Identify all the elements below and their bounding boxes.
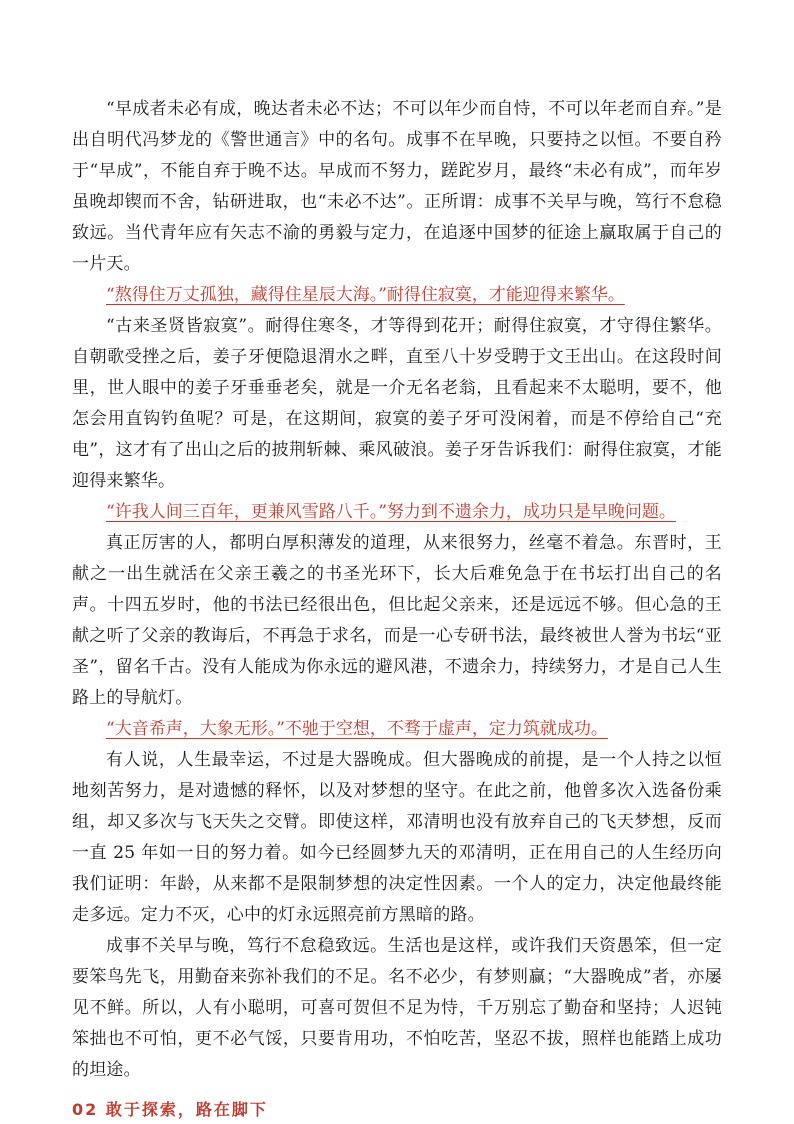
body-paragraph-2: “古来圣贤皆寂寞”。耐得住寒冬，才等得到花开；耐得住寂寞，才守得住繁华。自朝歌受挫之后，姜子牙便隐退渭水之畔，直至八十岁受聘于文王出山。在这段时间里，世人眼中的姜子牙垂垂老矣，就是一介无名老翁，且看起来不太聪明，要不，他怎会用直钩钓鱼呢？可是，在这期间，寂寞的姜子牙可没闲着，而是不停给自己“充电”，这才有了出山之后的披荆斩棘、乘风破浪。姜子牙告诉我们：耐得住寂寞，才能迎得来繁华。 bbox=[72, 316, 722, 491]
body-paragraph-3: 真正厉害的人，都明白厚积薄发的道理，从来很努力，丝毫不着急。东晋时，王献之一出生就活在父亲王羲之的书圣光环下，长大后难免急于在书坛打出自己的名声。十四五岁时，他的书法已经很出色，但比起父亲来，还是远远不够。但心急的王献之听了父亲的教诲后，不再急于求名，而是一心专研书法，最终被世人誉为书坛“亚圣”，留名千古。没有人能成为你永远的避风港，不遗余力，持续努力，才是自己人生路上的导航灯。 bbox=[72, 533, 722, 708]
section-heading: 02 敢于探索，路在脚下 bbox=[72, 1100, 268, 1119]
body-paragraph-1: “早成者未必有成，晚达者未必不达；不可以年少而自恃，不可以年老而自弃。”是出自明代冯梦龙的《警世通言》中的名句。成事不在早晚，只要持之以恒。不要自矜于“早成”，不能自弃于晚不达。早成而不努力，蹉跎岁月，最终“未必有成”，而年岁虽晚却锲而不舍，钻研进取，也“未必不达”。正所谓：成事不关早与晚，笃行不怠稳致远。当代青年应有矢志不渝的勇毅与定力，在追逐中国梦的征途上赢取属于自己的一片天。 bbox=[72, 99, 722, 274]
highlighted-quote-1 bbox=[72, 280, 722, 311]
quote-text-1: “熬得住万丈孤独，藏得住星辰大海。”耐得住寂寞，才能迎得来繁华。 bbox=[106, 285, 625, 305]
highlighted-quote-2 bbox=[72, 497, 722, 528]
highlighted-quote-3 bbox=[72, 714, 722, 745]
body-paragraph-4: 有人说，人生最幸运，不过是大器晚成。但大器晚成的前提，是一个人持之以恒地刻苦努力，是对遗憾的释怀，以及对梦想的坚守。在此之前，他曾多次入选备份乘组，却又多次与飞天失之交臂。即使这样，邓清明也没有放弃自己的飞天梦想，反而一直 25 年如一日的努力着。如今已经圆梦九天的邓清明，正在用自己的人生经历向我们证明：年龄，从来都不是限制梦想的决定性因素。一个人的定力，决定他最终能走多远。定力不灭，心中的灯永远照亮前方黑暗的路。 bbox=[72, 750, 722, 925]
body-paragraph-5: 成事不关早与晚，笃行不怠稳致远。生活也是这样，或许我们天资愚笨，但一定要笨鸟先飞，用勤奋来弥补我们的不足。名不必少，有梦则赢；“大器晚成”者，亦屡见不鲜。所以，人有小聪明，可喜可贺但不足为恃，千万别忘了勤奋和坚持；人迟钝笨拙也不可怕，更不必气馁，只要肯用功，不怕吃苦，坚忍不拔，照样也能踏上成功的坦途。 bbox=[72, 936, 722, 1080]
quote-text-2: “许我人间三百年，更兼风雪路八千。”努力到不遗余力，成功只是早晚问题。 bbox=[106, 502, 676, 522]
quote-text-3: “大音希声，大象无形。”不驰于空想，不骛于虚声，定力筑就成功。 bbox=[106, 719, 608, 739]
document-page bbox=[72, 94, 722, 1124]
